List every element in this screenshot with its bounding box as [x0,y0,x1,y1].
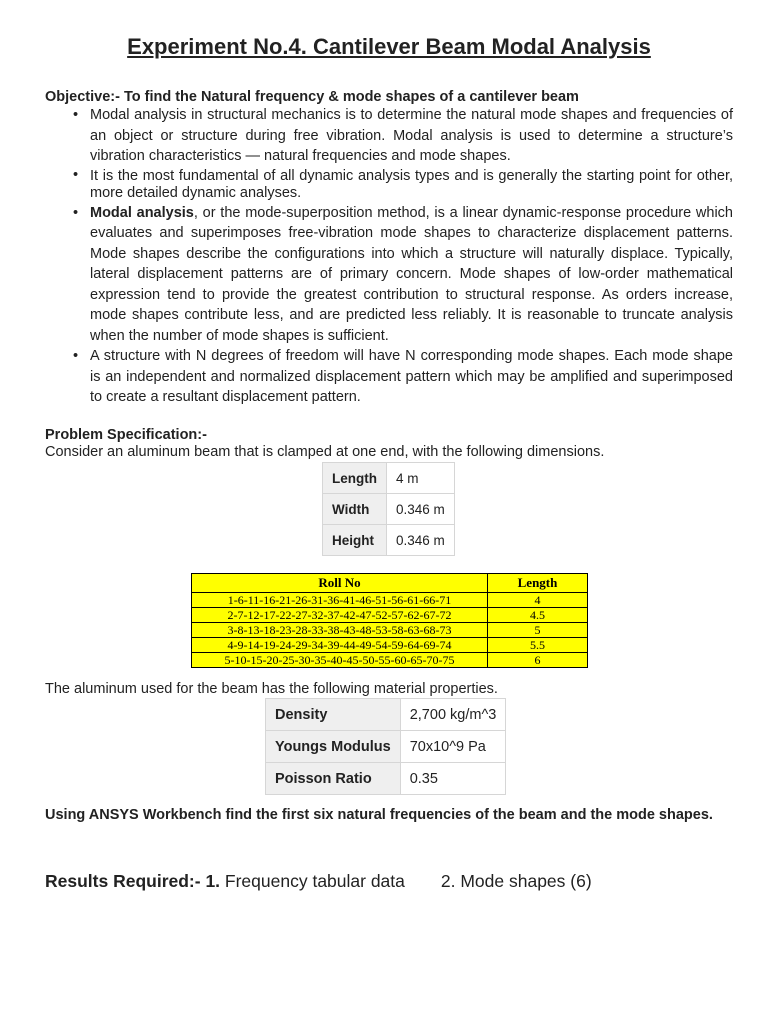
roll-numbers-cell: 3-8-13-18-23-28-33-38-43-48-53-58-63-68-73 [192,623,488,638]
property-label: Density [266,699,401,731]
table-row [192,593,588,608]
problem-heading: Problem Specification:- [45,427,207,443]
dimension-label: Height [323,525,387,556]
table-row [266,699,506,731]
bullet-item [45,105,733,167]
material-intro: The aluminum used for the beam has the following material properties. [45,681,498,697]
bullet-item [45,203,733,347]
property-value: 70x10^9 Pa [400,731,506,763]
property-label: Youngs Modulus [266,731,401,763]
results-item-2: 2. Mode shapes (6) [440,871,592,891]
bullet-item [45,167,733,203]
material-properties-table [265,698,506,795]
problem-intro: Consider an aluminum beam that is clamped at one end, with the following dimensions. [45,444,605,460]
results-item-1: Frequency tabular data [220,871,405,891]
table-row [323,494,455,525]
bullet-text: It is the most fundamental of all dynamic analysis types and is generally the starting point for other, more detailed dynamic analyses. [90,167,733,201]
column-header: Roll No [192,574,488,593]
table-row [192,608,588,623]
roll-numbers-cell: 1-6-11-16-21-26-31-36-41-46-51-56-61-66-71 [192,593,488,608]
dimension-value: 0.346 m [387,494,455,525]
table-row [266,763,506,795]
bullet-text: , or the mode-superposition method, is a linear dynamic-response procedure which evaluates and superimposes free-vibration mode shapes to characterize displacement patterns. Mode shapes describe the configurations into which a structure will naturally displace. Typically, lateral displacement patterns are of primary concern. Mode shapes of low-order mathematical expression tend to provide the greatest contribution to structural response. As orders increase, mode shapes contribute less, and are predicted less reliably. It is reasonable to truncate analysis when the number of mode shapes is sufficient. [90,204,733,344]
table-header-row [192,574,588,593]
dimension-value: 4 m [387,463,455,494]
bullet-lead: Modal analysis [90,204,194,221]
length-cell: 4.5 [488,608,588,623]
dimension-label: Length [323,463,387,494]
roll-numbers-cell: 4-9-14-19-24-29-34-39-44-49-54-59-64-69-74 [192,638,488,653]
column-header: Length [488,574,588,593]
table-row [192,653,588,668]
property-value: 2,700 kg/m^3 [400,699,506,731]
property-value: 0.35 [400,763,506,795]
table-row [266,731,506,763]
bullet-text: Modal analysis in structural mechanics is to determine the natural mode shapes and frequencies of an object or structure during free vibration. Modal analysis is used to determine a structure’s vibration characteristics — natural frequencies and mode shapes. [90,107,733,164]
roll-numbers-cell: 2-7-12-17-22-27-32-37-42-47-52-57-62-67-72 [192,608,488,623]
dimension-label: Width [323,494,387,525]
length-cell: 4 [488,593,588,608]
length-cell: 6 [488,653,588,668]
results-required [45,871,592,892]
table-row [192,623,588,638]
objective-bullet-list [45,105,733,408]
objective-heading: Objective:- To find the Natural frequency & mode shapes of a cantilever beam [45,89,579,105]
dimension-value: 0.346 m [387,525,455,556]
roll-numbers-cell: 5-10-15-20-25-30-35-40-45-50-55-60-65-70-75 [192,653,488,668]
length-cell: 5 [488,623,588,638]
roll-number-table [191,573,588,668]
property-label: Poisson Ratio [266,763,401,795]
table-row [323,463,455,494]
page-title: Experiment No.4. Cantilever Beam Modal Analysis [127,34,651,59]
dimensions-table [322,462,455,556]
table-row [323,525,455,556]
results-label: Results Required:- 1. [45,871,221,891]
table-row [192,638,588,653]
length-cell: 5.5 [488,638,588,653]
bullet-item [45,346,733,408]
task-statement: Using ANSYS Workbench find the first six natural frequencies of the beam and the mode shapes. [45,807,713,823]
bullet-text: A structure with N degrees of freedom will have N corresponding mode shapes. Each mode shape is an independent and normalized displacement pattern which may be amplified and superimposed to create a resultant displacement pattern. [90,348,733,405]
